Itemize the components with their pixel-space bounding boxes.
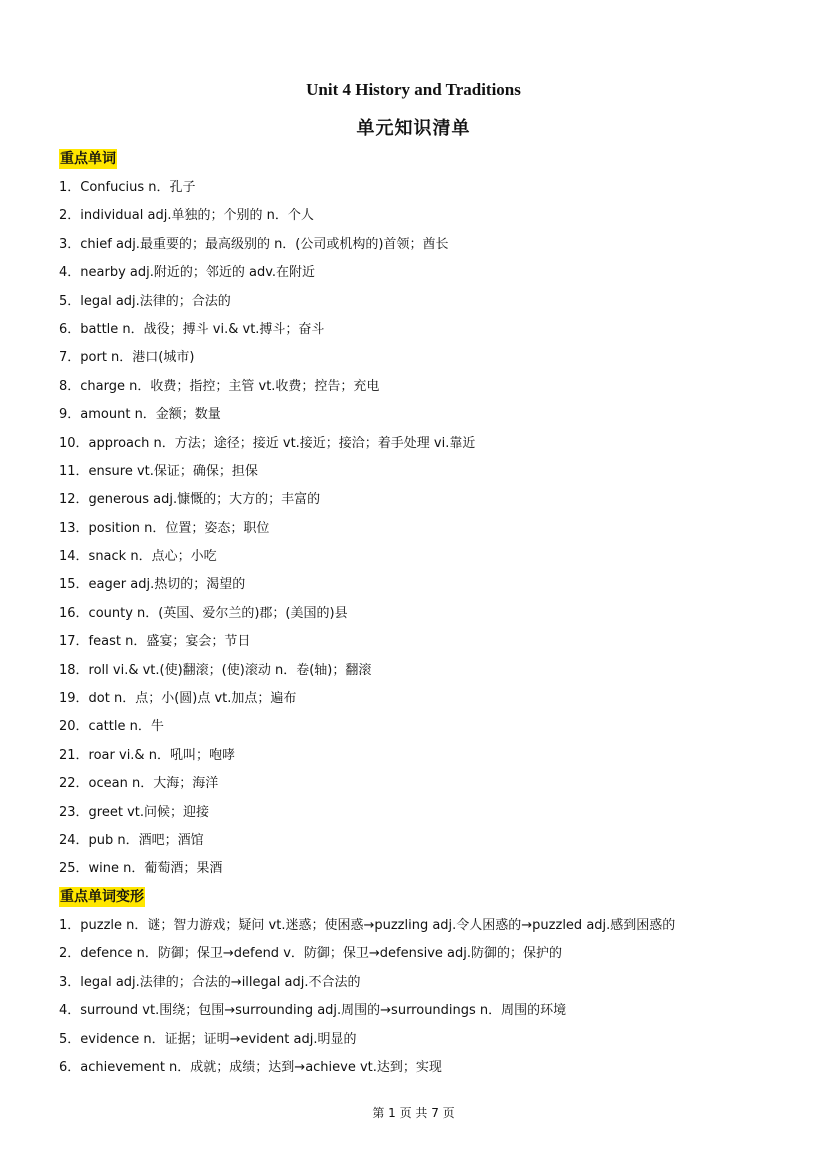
list-item: 24．pub n．酒吧；酒馆 <box>59 832 204 848</box>
list-item: 10．approach n．方法；途径；接近 vt.接近；接洽；着手处理 vi.靠近 <box>59 435 476 451</box>
list-item: 7．port n．港口(城市) <box>59 350 195 366</box>
page-number: 第 1 页 共 7 页 <box>372 1106 455 1120</box>
list-item: 5．legal adj.法律的；合法的 <box>59 293 231 309</box>
section-heading-word-variants: 重点单词变形 <box>60 889 144 905</box>
list-item: 12．generous adj.慷慨的；大方的；丰富的 <box>59 492 321 508</box>
list-item: 18．roll vi.& vt.(使)翻滚；(使)滚动 n．卷(轴)；翻滚 <box>59 662 372 678</box>
section-heading-key-words: 重点单词 <box>60 151 116 167</box>
list-item: 22．ocean n．大海；海洋 <box>59 776 219 792</box>
list-item: 3．legal adj.法律的；合法的→illegal adj.不合法的 <box>59 974 361 990</box>
list-item: 13．position n．位置；姿态；职位 <box>59 520 270 536</box>
document-title: Unit 4 History and Traditions <box>306 80 521 99</box>
list-item: 21．roar vi.& n．吼叫；咆哮 <box>59 747 235 763</box>
list-item: 9．amount n．金额；数量 <box>59 407 221 423</box>
list-item: 3．chief adj.最重要的；最高级别的 n．(公司或机构的)首领；酋长 <box>59 236 449 252</box>
list-item: 2．defence n．防御；保卫→defend v．防御；保卫→defensive adj.防御的；保护的 <box>59 946 563 962</box>
list-item: 1．puzzle n．谜；智力游戏；疑问 vt.迷惑；使困惑→puzzling adj.令人困惑的→puzzled adj.感到困惑的 <box>59 918 676 933</box>
list-item: 4．nearby adj.附近的；邻近的 adv.在附近 <box>59 265 316 281</box>
list-item: 15．eager adj.热切的；渴望的 <box>59 577 246 593</box>
word-variants-list <box>59 917 675 1087</box>
list-item: 23．greet vt.问候；迎接 <box>59 804 210 820</box>
list-item: 6．achievement n．成就；成绩；达到→achieve vt.达到；实现 <box>59 1059 442 1075</box>
document-subtitle: 单元知识清单 <box>356 118 471 139</box>
list-item: 11．ensure vt.保证；确保；担保 <box>59 463 258 479</box>
key-words-list <box>59 179 475 889</box>
list-item: 17．feast n．盛宴；宴会；节日 <box>59 634 251 650</box>
list-item: 14．snack n．点心；小吃 <box>59 549 217 565</box>
list-item: 2．individual adj.单独的；个别的 n．个人 <box>59 208 314 224</box>
list-item: 4．surround vt.围绕；包围→surrounding adj.周围的→surroundings n．周围的环境 <box>59 1003 567 1019</box>
list-item: 25．wine n．葡萄酒；果酒 <box>59 861 223 877</box>
list-item: 20．cattle n．牛 <box>59 719 164 735</box>
list-item: 16．county n．(英国、爱尔兰的)郡；(美国的)县 <box>59 605 348 621</box>
list-item: 6．battle n．战役；搏斗 vi.& vt.搏斗；奋斗 <box>59 321 325 337</box>
list-item: 19．dot n．点；小(圆)点 vt.加点；遍布 <box>59 691 297 707</box>
list-item: 1．Confucius n．孔子 <box>59 180 196 195</box>
list-item: 8．charge n．收费；指控；主管 vt.收费；控告；充电 <box>59 378 380 394</box>
list-item: 5．evidence n．证据；证明→evident adj.明显的 <box>59 1031 357 1047</box>
